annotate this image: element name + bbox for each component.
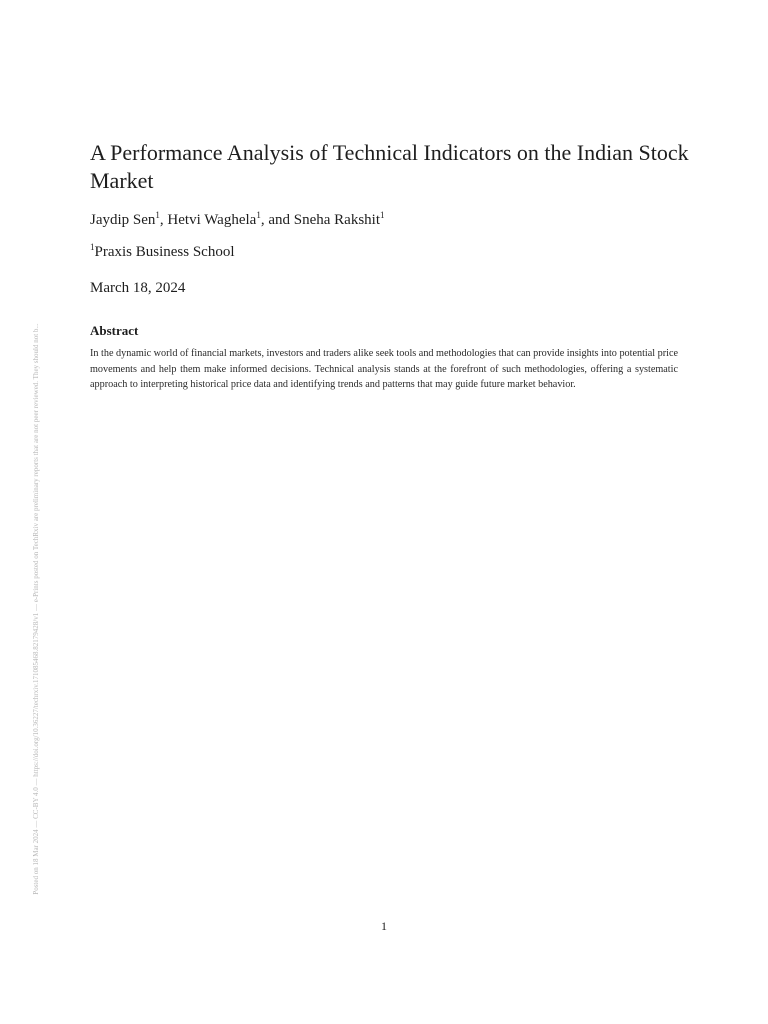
affiliation-mark: 1 <box>256 210 261 220</box>
author-separator: , and <box>260 212 294 228</box>
author-name: Jaydip Sen <box>90 212 156 228</box>
affiliation-mark: 1 <box>90 242 95 252</box>
publication-date: March 18, 2024 <box>90 280 186 296</box>
preprint-sidebar-stamp: Posted on 18 Mar 2024 — CC-BY 4.0 — https://doi.org/10.36227/techrxiv.171085468.82179428/v1 — e-Prints posted on TechRxiv are preliminary reports that are not peer reviewed. They should not b... <box>32 323 40 895</box>
affiliation-mark: 1 <box>380 210 385 220</box>
abstract-body: In the dynamic world of financial markets, investors and traders alike seek tools and methodologies that can provide insights into potential price movements and help them make informed decisions. Technical analysis stands at the forefront of such methodologies, offering a systematic approach to interpreting historical price data and identifying trends and patterns that may guide future market behavior. <box>90 348 678 391</box>
abstract-heading: Abstract <box>90 323 139 338</box>
affiliation-name: Praxis Business School <box>94 244 235 260</box>
author-list <box>90 210 385 230</box>
author-separator: , <box>159 212 168 228</box>
page-number: 1 <box>381 919 387 933</box>
paper-title: A Performance Analysis of Technical Indicators on the Indian Stock Market <box>90 140 689 193</box>
author-name: Sneha Rakshit <box>293 212 380 228</box>
author-name: Hetvi Waghela <box>167 212 257 228</box>
affiliation-mark: 1 <box>155 210 160 220</box>
affiliation <box>90 242 235 262</box>
